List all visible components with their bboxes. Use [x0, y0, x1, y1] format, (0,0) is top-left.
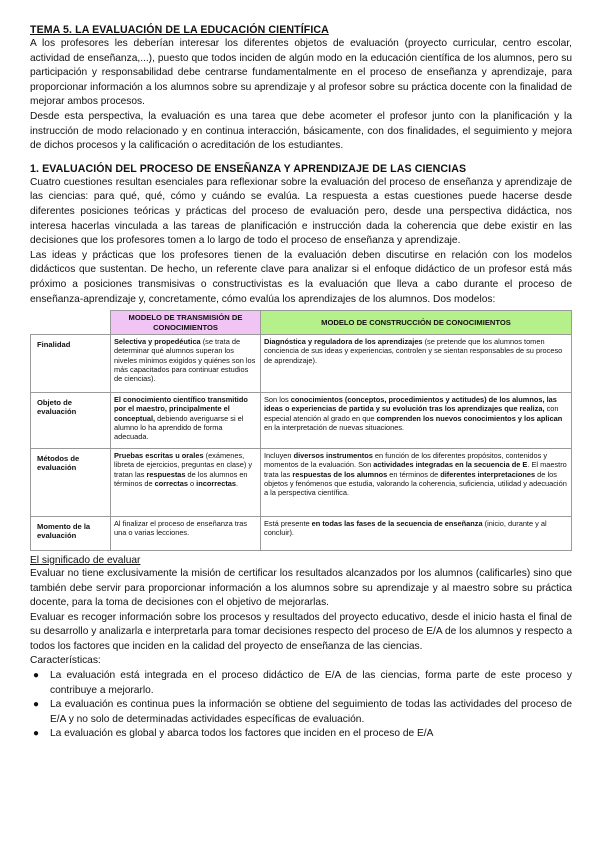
transmission-cell: Pruebas escritas u orales (exámenes, libreta de ejercicios, preguntas en clase) y tratan las respuestas de los alumnos en términos de correctas o incorrectas.: [111, 448, 261, 516]
row-label: Finalidad: [31, 334, 111, 392]
models-comparison-table: [30, 310, 572, 551]
header-transmission-model: MODELO DE TRANSMISIÓN DE CONOCIMIENTOS: [111, 311, 261, 335]
table-row: [31, 334, 572, 392]
bullet-icon: ●: [33, 670, 40, 682]
characteristics-list: [30, 669, 572, 742]
header-construction-model: MODELO DE CONSTRUCCIÓN DE CONOCIMIENTOS: [261, 311, 572, 335]
section-1-paragraph-1: Cuatro cuestiones resultan esenciales para reflexionar sobre la evaluación del proceso de enseñanza y aprendizaje de las ciencias: para qué, qué, cómo y cuándo se evalúa. La respuesta a estas cuestiones puede hacerse desde diferentes posiciones teóricas y prácticas del proceso de evaluación pero, desde una perspectiva didáctica, nos interesa hacerlas vinculada a las tareas de planificación e instrucción dada la coherencia que debe existir en las decisiones que los profesores tomen a lo largo de todo el proceso de enseñanza y aprendizaje.: [30, 176, 572, 247]
section-1-paragraph-2: Las ideas y prácticas que los profesores tienen de la evaluación deben discutirse en relación con los modelos didácticos que sustentan. De hecho, un referente clave para analizar si el enfoque didáctico de un profesor está más próximo a posiciones transmisivas o constructivistas es la evaluación que lleva a cabo durante el proceso de enseñanza-aprendizaje y, concretamente, cómo evalúa los aprendizajes de los alumnos. Dos modelos:: [30, 249, 572, 305]
significado-paragraph-1: Evaluar no tiene exclusivamente la misión de certificar los resultados alcanzados por los alumnos (calificarles) sino que también debe servir para proporcionar información a los alumnos sobre su aprendizaje y al maestro sobre su práctica docente, para la toma de decisiones con el objetivo de mejorarlas.: [30, 567, 572, 609]
construction-cell: Diagnóstica y reguladora de los aprendizajes (se pretende que los alumnos tomen conciencia de sus ideas y experiencias, controlen y se sientan responsables de su proceso de aprendizaje).: [261, 334, 572, 392]
construction-cell: Está presente en todas las fases de la secuencia de enseñanza (inicio, durante y al concluir).: [261, 516, 572, 550]
table-row: [31, 448, 572, 516]
intro-paragraph-1: A los profesores les deberían interesar los diferentes objetos de evaluación (proyecto curricular, centro escolar, actividad de enseñanza,...), puesto que todos inciden de algún modo en la educación científica de los alumnos, pero su participación y responsabilidad debe centrarse fundamentalmente en el proceso de enseñanza y aprendizaje, para proporcionar información a los alumnos sobre su aprendizaje y al profesor sobre su práctica docente con la finalidad de mejorar ambos procesos.: [30, 38, 572, 108]
construction-cell: Incluyen diversos instrumentos en función de los diferentes propósitos, contenidos y momentos de la evaluación. Son actividades integradas en la secuencia de E. El maestro trata las respuestas de los alumnos en términos de diferentes interpretaciones de los objetos y fenómenos que estudia, valorando la coherencia, suficiencia, utilidad y adecuación a la perspectiva científica.: [261, 448, 572, 516]
list-item: ● La evaluación está integrada en el proceso didáctico de E/A de las ciencias, forma parte de este proceso y contribuye a mejorarlo.: [33, 670, 572, 696]
table-corner-cell: [31, 311, 111, 335]
table-header-row: [31, 311, 572, 335]
table-row: [31, 516, 572, 550]
characteristics-label: Características:: [30, 655, 101, 667]
row-label: Objeto de evaluación: [31, 392, 111, 448]
table-row: [31, 392, 572, 448]
section-1-heading: 1. EVALUACIÓN DEL PROCESO DE ENSEÑANZA Y APRENDIZAJE DE LAS CIENCIAS: [30, 162, 467, 175]
bullet-icon: ●: [33, 728, 40, 740]
row-label: Momento de la evaluación: [31, 516, 111, 550]
row-label: Métodos de evaluación: [31, 448, 111, 516]
significado-heading: El significado de evaluar: [30, 554, 141, 566]
bullet-icon: ●: [33, 699, 40, 711]
transmission-cell: El conocimiento científico transmitido por el maestro, principalmente el conceptual, debiendo averiguarse si el alumno lo ha aprendido de forma adecuada.: [111, 392, 261, 448]
construction-cell: Son los conocimientos (conceptos, procedimientos y actitudes) de los alumnos, las ideas o experiencias de partida y su evolución tras los aprendizajes que realiza, con especial atención al grado en que comprenden los nuevos conocimientos y los aplican en la interpretación de nuevas situaciones.: [261, 392, 572, 448]
transmission-cell: Al finalizar el proceso de enseñanza tras una o varias lecciones.: [111, 516, 261, 550]
significado-paragraph-2: Evaluar es recoger información sobre los procesos y resultados del proyecto educativo, desde el inicio hasta el final de su desarrollo y analizarla e interpretarla para tomar decisiones respecto del proceso de E/A de los alumnos y respecto a todos los factores que inciden en la calidad del proyecto de enseñanza de las ciencias.: [30, 611, 572, 652]
page-title: TEMA 5. LA EVALUACIÓN DE LA EDUCACIÓN CIENTÍFICA: [30, 24, 329, 36]
document-page: [30, 24, 572, 742]
transmission-cell: Selectiva y propedéutica (se trata de determinar qué alumnos superan los niveles mínimos exigidos y quiénes son los más capacitados para continuar estudios de ciencias).: [111, 334, 261, 392]
list-item: ● La evaluación es global y abarca todos los factores que inciden en el proceso de E/A: [30, 727, 572, 742]
list-item: ● La evaluación es continua pues la información se obtiene del seguimiento de todas las actividades del proceso de E/A y no solo de determinadas actividades específicas de evaluación.: [33, 699, 572, 725]
intro-paragraph-2: Desde esta perspectiva, la evaluación es una tarea que debe acometer el profesor junto con la planificación y la instrucción de modo relacionado y en continua interacción, básicamente, con dos finalidades, el seguimiento y mejora de dichos procesos y la calificación o acreditación de los estudiantes.: [30, 110, 572, 152]
